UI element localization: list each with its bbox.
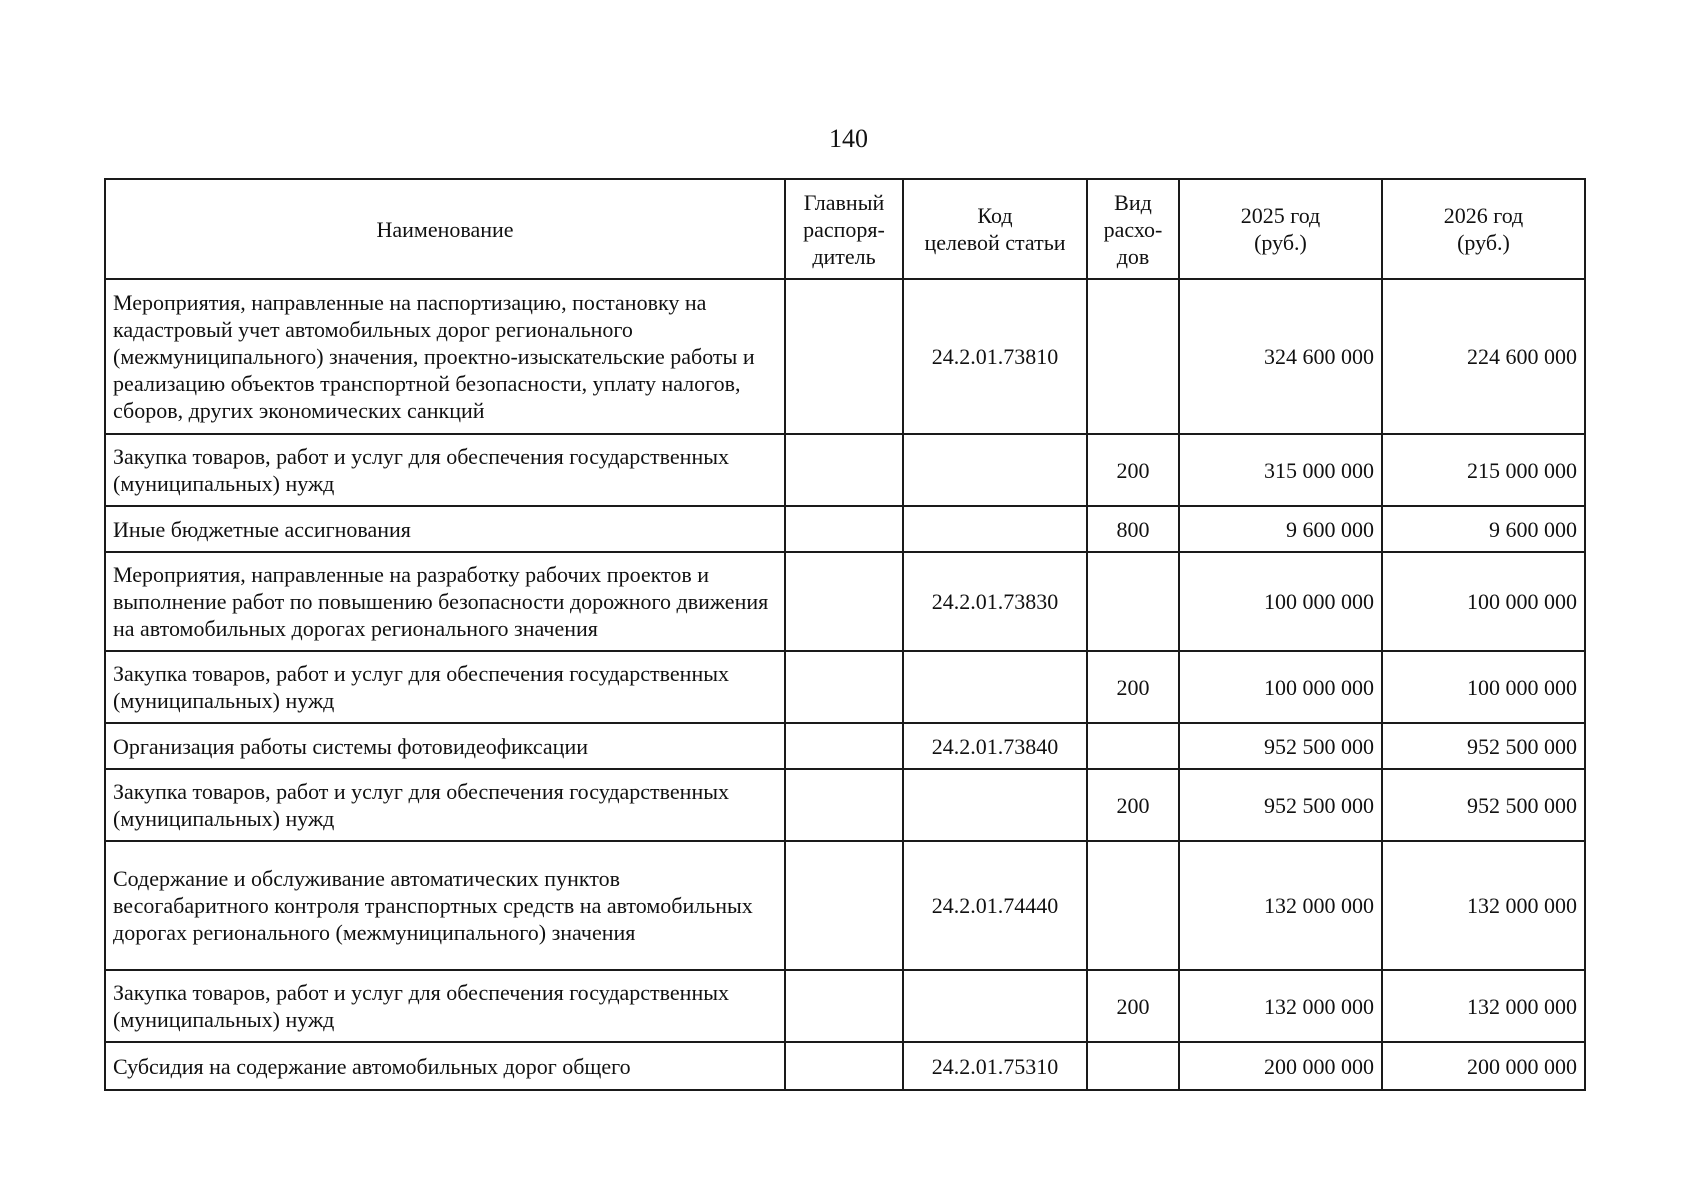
table-row [105, 970, 1585, 1042]
row-amount-2026: 952 500 000 [1382, 723, 1585, 769]
header-code-line: Код [977, 203, 1013, 228]
row-code: 24.2.01.73810 [903, 279, 1087, 434]
row-code [903, 970, 1087, 1042]
header-2026-line: 2026 год [1443, 203, 1524, 228]
row-amount-2026: 100 000 000 [1382, 651, 1585, 723]
row-amount-2025: 952 500 000 [1179, 723, 1382, 769]
header-name: Наименование [105, 179, 785, 279]
table-row [105, 434, 1585, 506]
row-manager [785, 1042, 903, 1090]
row-amount-2025: 324 600 000 [1179, 279, 1382, 434]
budget-table [104, 178, 1586, 1091]
page-number: 140 [829, 124, 868, 153]
row-manager [785, 723, 903, 769]
header-code [903, 179, 1087, 279]
row-amount-2025: 315 000 000 [1179, 434, 1382, 506]
row-expense-type [1087, 552, 1179, 651]
row-code [903, 651, 1087, 723]
header-2026-line: (руб.) [1457, 230, 1510, 255]
row-name: Иные бюджетные ассигнования [105, 506, 785, 552]
table-row [105, 651, 1585, 723]
row-amount-2025: 952 500 000 [1179, 769, 1382, 841]
row-expense-type [1087, 841, 1179, 970]
row-expense-type: 200 [1087, 651, 1179, 723]
row-manager [785, 970, 903, 1042]
table-row [105, 279, 1585, 434]
header-expense-type-line: расхо- [1103, 216, 1163, 242]
row-expense-type: 200 [1087, 434, 1179, 506]
row-amount-2026: 224 600 000 [1382, 279, 1585, 434]
table-row [105, 723, 1585, 769]
row-name: Мероприятия, направленные на разработку рабочих проектов и выполнение работ по повышению безопасности дорожного движения на автомобильных дорогах регионального значения [105, 552, 785, 651]
row-manager [785, 651, 903, 723]
row-code [903, 434, 1087, 506]
header-manager-line: дитель [812, 243, 876, 269]
row-amount-2026: 132 000 000 [1382, 841, 1585, 970]
row-amount-2025: 200 000 000 [1179, 1042, 1382, 1090]
row-name: Закупка товаров, работ и услуг для обеспечения государственных (муниципальных) нужд [105, 651, 785, 723]
header-code-line: целевой статьи [924, 230, 1066, 255]
header-manager-line: Главный [803, 189, 885, 215]
row-expense-type [1087, 723, 1179, 769]
row-amount-2025: 100 000 000 [1179, 651, 1382, 723]
row-name: Мероприятия, направленные на паспортизацию, постановку на кадастровый учет автомобильных дорог регионального (межмуниципального) значения, проектно-изыскательские работы и реализацию объектов транспортной безопасности, уплату налогов, сборов, других экономических санкций [105, 279, 785, 434]
row-manager [785, 841, 903, 970]
header-2025 [1179, 179, 1382, 279]
row-expense-type: 200 [1087, 970, 1179, 1042]
header-manager [785, 179, 903, 279]
row-code: 24.2.01.74440 [903, 841, 1087, 970]
row-amount-2025: 132 000 000 [1179, 970, 1382, 1042]
row-name: Организация работы системы фотовидеофиксации [105, 723, 785, 769]
header-expense-type-line: дов [1116, 243, 1150, 269]
row-manager [785, 769, 903, 841]
table-row [105, 841, 1585, 970]
table-row [105, 506, 1585, 552]
row-name: Закупка товаров, работ и услуг для обеспечения государственных (муниципальных) нужд [105, 769, 785, 841]
row-manager [785, 279, 903, 434]
row-amount-2025: 9 600 000 [1179, 506, 1382, 552]
row-code [903, 506, 1087, 552]
row-amount-2026: 100 000 000 [1382, 552, 1585, 651]
row-manager [785, 506, 903, 552]
header-expense-type [1087, 179, 1179, 279]
row-amount-2025: 132 000 000 [1179, 841, 1382, 970]
row-code: 24.2.01.73840 [903, 723, 1087, 769]
header-2025-line: 2025 год [1240, 203, 1321, 228]
row-expense-type [1087, 1042, 1179, 1090]
row-name: Закупка товаров, работ и услуг для обеспечения государственных (муниципальных) нужд [105, 970, 785, 1042]
row-name: Закупка товаров, работ и услуг для обеспечения государственных (муниципальных) нужд [105, 434, 785, 506]
row-amount-2026: 132 000 000 [1382, 970, 1585, 1042]
row-manager [785, 434, 903, 506]
row-code [903, 769, 1087, 841]
row-amount-2026: 200 000 000 [1382, 1042, 1585, 1090]
row-code: 24.2.01.75310 [903, 1042, 1087, 1090]
row-amount-2026: 215 000 000 [1382, 434, 1585, 506]
row-expense-type: 200 [1087, 769, 1179, 841]
row-code: 24.2.01.73830 [903, 552, 1087, 651]
header-expense-type-line: Вид [1114, 189, 1152, 215]
table-row [105, 769, 1585, 841]
table-row [105, 552, 1585, 651]
row-amount-2026: 952 500 000 [1382, 769, 1585, 841]
row-name: Содержание и обслуживание автоматических пунктов весогабаритного контроля транспортных средств на автомобильных дорогах регионального (межмуниципального) значения [105, 841, 785, 970]
table-row [105, 1042, 1585, 1090]
row-name: Субсидия на содержание автомобильных дорог общего [105, 1042, 785, 1090]
row-expense-type: 800 [1087, 506, 1179, 552]
row-expense-type [1087, 279, 1179, 434]
header-2026 [1382, 179, 1585, 279]
row-amount-2026: 9 600 000 [1382, 506, 1585, 552]
header-manager-line: распоря- [803, 216, 885, 242]
row-amount-2025: 100 000 000 [1179, 552, 1382, 651]
header-2025-line: (руб.) [1254, 230, 1307, 255]
table-header-row [105, 179, 1585, 279]
row-manager [785, 552, 903, 651]
